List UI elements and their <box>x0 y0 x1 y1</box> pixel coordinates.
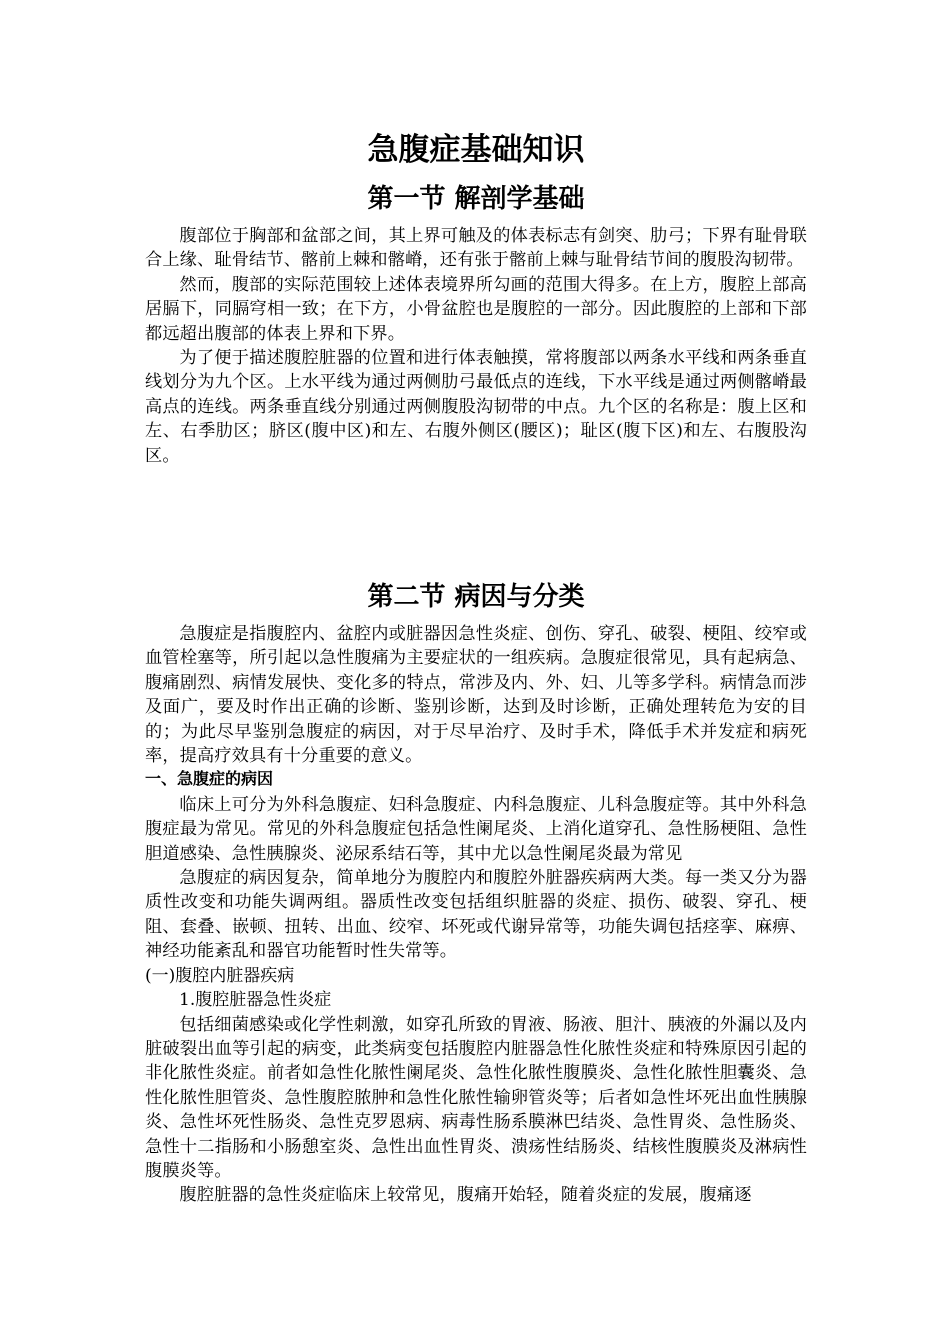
paragraph: 包括细菌感染或化学性刺激，如穿孔所致的胃液、肠液、胆汁、胰液的外漏以及内脏破裂出血等引起的病变，此类病变包括腹腔内脏器急性化脓性炎症和特殊原因引起的非化脓性炎症。前者如急性化脓性阑尾炎、急性化脓性腹膜炎、急性化脓性胆囊炎、急性化脓性胆管炎、急性腹腔脓肿和急性化脓性输卵管炎等；后者如急性坏死出血性胰腺炎、急性坏死性肠炎、急性克罗恩病、病毒性肠系膜淋巴结炎、急性胃炎、急性肠炎、急性十二指肠和小肠憩室炎、急性出血性胃炎、溃疡性结肠炎、结核性腹膜炎及淋病性腹膜炎等。 <box>145 1014 807 1181</box>
document-title: 急腹症基础知识 <box>367 132 585 168</box>
subsection-heading: 一、急腹症的病因 <box>145 771 274 789</box>
paragraph: 腹部位于胸部和盆部之间，其上界可触及的体表标志有剑突、肋弓；下界有耻骨联合上缘、耻骨结节、髂前上棘和髂嵴，还有张于髂前上棘与耻骨结节间的腹股沟韧带。 <box>145 226 807 271</box>
paragraph: 急腹症的病因复杂，简单地分为腹腔内和腹腔外脏器疾病两大类。每一类又分为器质性改变和功能失调两组。器质性改变包括组织脏器的炎症、损伤、破裂、穿孔、梗阻、套叠、嵌顿、扭转、出血、绞窄、坏死或代谢异常等，功能失调包括痉挛、麻痹、神经功能紊乱和器官功能暂时性失常等。 <box>145 868 807 962</box>
paragraph: 临床上可分为外科急腹症、妇科急腹症、内科急腹症、儿科急腹症等。其中外科急腹症最为常见。常见的外科急腹症包括急性阑尾炎、上消化道穿孔、急性肠梗阻、急性胆道感染、急性胰腺炎、泌尿系结石等，其中尤以急性阑尾炎最为常见 <box>145 794 807 864</box>
paragraph: 然而，腹部的实际范围较上述体表境界所勾画的范围大得多。在上方，腹腔上部高居膈下，同膈穹相一致；在下方，小骨盆腔也是腹腔的一部分。因此腹腔的上部和下部都远超出腹部的体表上界和下界。 <box>145 274 807 344</box>
section-2-body <box>145 622 807 1208</box>
paragraph: 为了便于描述腹腔脏器的位置和进行体表触摸，常将腹部以两条水平线和两条垂直线划分为九个区。上水平线为通过两侧肋弓最低点的连线，下水平线是通过两侧髂嵴最高点的连线。两条垂直线分别通过两侧腹股沟韧带的中点。九个区的名称是：腹上区和左、右季肋区；脐区(腹中区)和左、右腹外侧区(腰区)；耻区(腹下区)和左、右腹股沟区。 <box>145 348 807 466</box>
section-1-body <box>145 224 807 468</box>
paragraph: 急腹症是指腹腔内、盆腔内或脏器因急性炎症、创伤、穿孔、破裂、梗阻、绞窄或血管栓塞等，所引起以急性腹痛为主要症状的一组疾病。急腹症很常见，具有起病急、腹痛剧烈、病情发展快、变化多的特点，常涉及内、外、妇、儿等多学科。病情急而涉及面广，要及时作出正确的诊断、鉴别诊断，达到及时诊断，正确处理转危为安的目的；为此尽早鉴别急腹症的病因，对于尽早治疗、及时手术，降低手术并发症和病死率，提高疗效具有十分重要的意义。 <box>145 624 807 767</box>
group-heading: (一)腹腔内脏器疾病 <box>145 965 295 986</box>
section-2-heading: 第二节 病因与分类 <box>367 582 585 612</box>
item-heading: 1.腹腔脏器急性炎症 <box>179 990 332 1011</box>
section-1-heading: 第一节 解剖学基础 <box>367 184 585 214</box>
paragraph: 腹腔脏器的急性炎症临床上较常见，腹痛开始轻，随着炎症的发展，腹痛逐 <box>179 1185 752 1206</box>
